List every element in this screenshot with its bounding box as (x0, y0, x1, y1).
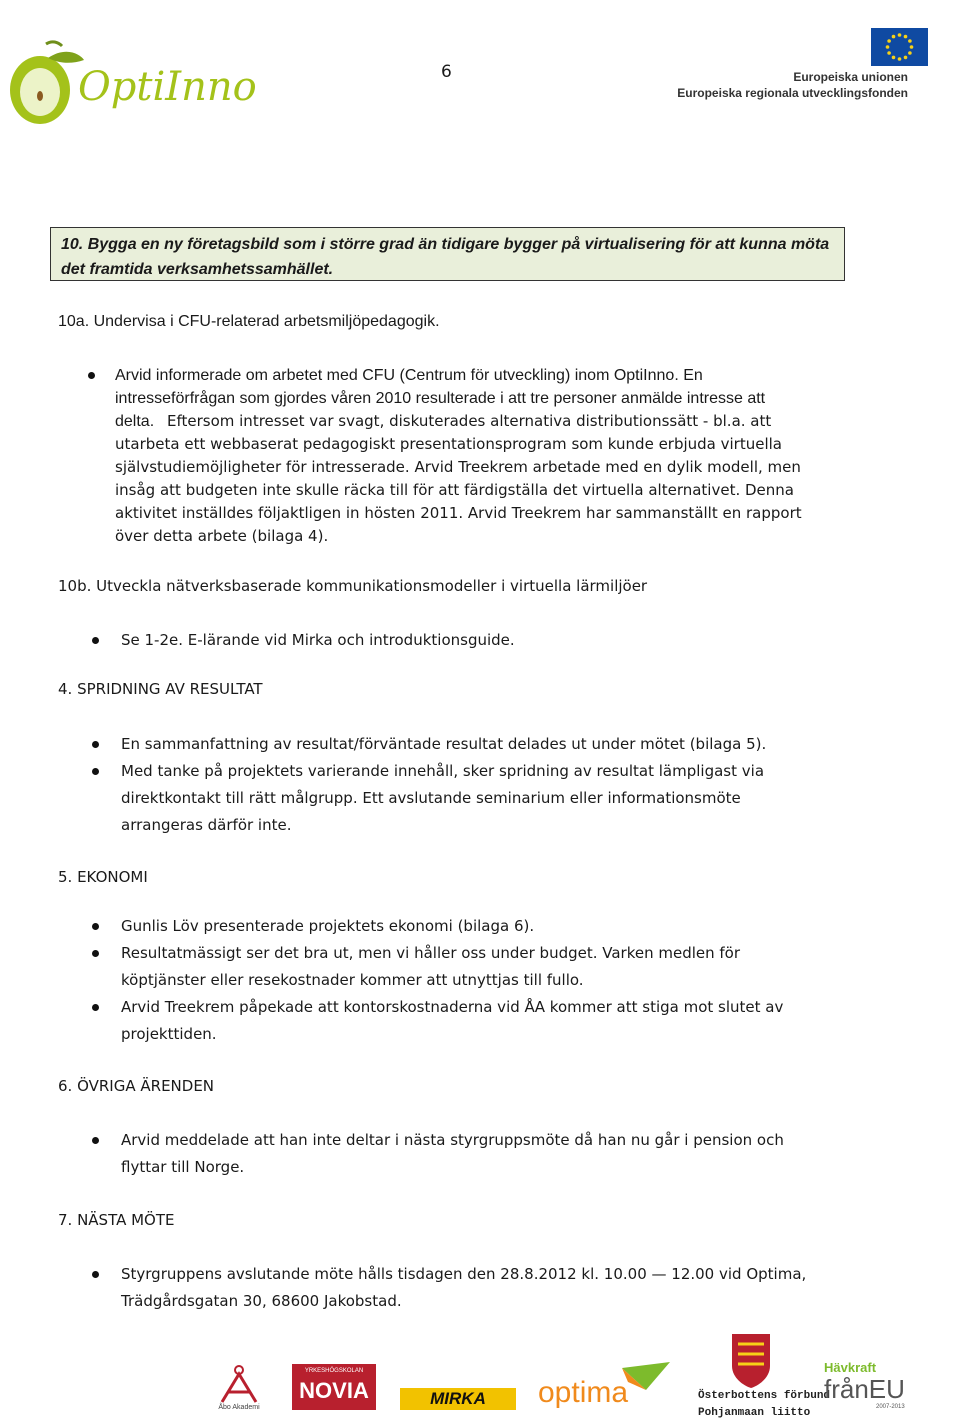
apple-icon (6, 38, 266, 134)
bullet-10a-line-4: utarbeta ett webbaserat pedagogiskt presentationsprogram som kunde erbjuda virtuella (115, 435, 782, 453)
bullet-5-1-line-1: köptjänster eller resekostnader kommer att utnyttjas till fullo. (121, 971, 584, 989)
optiinno-logo-text: OptiInno (78, 64, 257, 110)
bullet-dot (92, 741, 99, 748)
bullet-dot (92, 1004, 99, 1011)
heading-section-4: 4. SPRIDNING AV RESULTAT (58, 680, 263, 698)
eu-line-1: Europeiska unionen (793, 70, 908, 84)
heading-10a: 10a. Undervisa i CFU-relaterad arbetsmiljöpedagogik. (58, 313, 440, 330)
eu-line-2: Europeiska regionala utvecklingsfonden (677, 86, 908, 100)
novia-name: NOVIA (299, 1378, 369, 1403)
bullet-10a-line-2: delta. (115, 413, 155, 430)
bullet-10a-line-1: intresseförfrågan som gjordes våren 2010 resulterade i att tre personer anmälde intresse att (115, 390, 766, 407)
bullet-7-0-line-1: Trädgårdsgatan 30, 68600 Jakobstad. (121, 1292, 402, 1310)
osterbotten-coat-of-arms-icon (698, 1332, 804, 1388)
heading-section-7: 7. NÄSTA MÖTE (58, 1211, 175, 1229)
havkraft-line-2: frånEU (824, 1374, 905, 1404)
havkraft-logo (824, 1360, 920, 1414)
eu-logo (677, 28, 938, 108)
osterbotten-line-2: Pohjanmaan liitto (698, 1407, 811, 1419)
bullet-4-1-line-1: direktkontakt till rätt målgrupp. Ett avslutande seminarium eller informationsmöte (121, 789, 741, 807)
page-number: 6 (441, 62, 452, 82)
bullet-5-2-line-0: Arvid Treekrem påpekade att kontorskostnaderna vid ÅA kommer att stiga mot slutet av (121, 998, 784, 1016)
optima-name: optima (538, 1376, 629, 1409)
bullet-6-0-line-1: flyttar till Norge. (121, 1158, 245, 1176)
bullet-dot (92, 1271, 99, 1278)
mirka-logo (400, 1388, 516, 1410)
bullet-5-1-line-0: Resultatmässigt ser det bra ut, men vi håller oss under budget. Varken medlen för (121, 944, 741, 962)
bullet-10a-line-0: Arvid informerade om arbetet med CFU (Centrum för utveckling) inom OptiInno. En (115, 367, 703, 384)
optiinno-logo (6, 38, 266, 134)
havkraft-line-1: Hävkraft (824, 1360, 877, 1375)
mirka-name: MIRKA (430, 1389, 486, 1408)
bullet-10b-0-line-0: Se 1-2e. E-lärande vid Mirka och introduktionsguide. (121, 631, 515, 649)
bullet-dot (92, 637, 99, 644)
bullet-10a-line-3: Eftersom intresset var svagt, diskuterades alternativa distributionssätt - bl.a. att (167, 412, 772, 430)
heading-section-5: 5. EKONOMI (58, 868, 148, 886)
heading-10b: 10b. Utveckla nätverksbaserade kommunikationsmodeller i virtuella lärmiljöer (58, 577, 648, 595)
bullet-10a-line-7: aktivitet inställdes följaktligen in hösten 2011. Arvid Treekrem har sammanställt en rapport (115, 504, 802, 522)
bullet-5-0-line-0: Gunlis Löv presenterade projektets ekonomi (bilaga 6). (121, 917, 535, 935)
bullet-6-0-line-0: Arvid meddelade att han inte deltar i nästa styrgruppsmöte då han nu går i pension och (121, 1131, 784, 1149)
bullet-5-2-line-1: projekttiden. (121, 1025, 217, 1043)
havkraft-years: 2007-2013 (876, 1404, 905, 1410)
heading-section-6: 6. ÖVRIGA ÄRENDEN (58, 1077, 215, 1095)
goal-box: 10. Bygga en ny företagsbild som i större grad än tidigare bygger på virtualisering för att kunna möta det framtida verksamhetssamhället. (50, 227, 845, 281)
novia-logo (292, 1364, 376, 1410)
abo-akademi-logo (214, 1362, 264, 1412)
eu-flag-icon (871, 28, 928, 66)
bullet-10a-line-5: självstudiemöjligheter för intresserade. Arvid Treekrem arbetade med en dylik modell, men (115, 458, 801, 476)
optima-logo (536, 1360, 676, 1414)
novia-top-text: YRKESHÖGSKOLAN (304, 1368, 364, 1374)
abo-caption: Åbo Akademi (218, 1404, 260, 1411)
bullet-4-1-line-2: arrangeras därför inte. (121, 816, 292, 834)
bullet-dot (92, 950, 99, 957)
bullet-dot (92, 768, 99, 775)
bullet-7-0-line-0: Styrgruppens avslutande möte hålls tisdagen den 28.8.2012 kl. 10.00 — 12.00 vid Optima, (121, 1265, 807, 1283)
bullet-dot (92, 923, 99, 930)
bullet-4-1-line-0: Med tanke på projektets varierande innehåll, sker spridning av resultat lämpligast via (121, 762, 765, 780)
bullet-10a-line-6: insåg att budgeten inte skulle räcka till för att färdigställa det virtuella alternativet. Denna (115, 481, 794, 499)
osterbotten-logo (698, 1332, 831, 1422)
bullet-10a-line-8: över detta arbete (bilaga 4). (115, 527, 329, 545)
bullet-dot (92, 1137, 99, 1144)
bullet-4-0-line-0: En sammanfattning av resultat/förväntade resultat delades ut under mötet (bilaga 5). (121, 735, 767, 753)
osterbotten-line-1: Österbottens förbund (698, 1390, 831, 1402)
bullet-dot (88, 372, 95, 379)
